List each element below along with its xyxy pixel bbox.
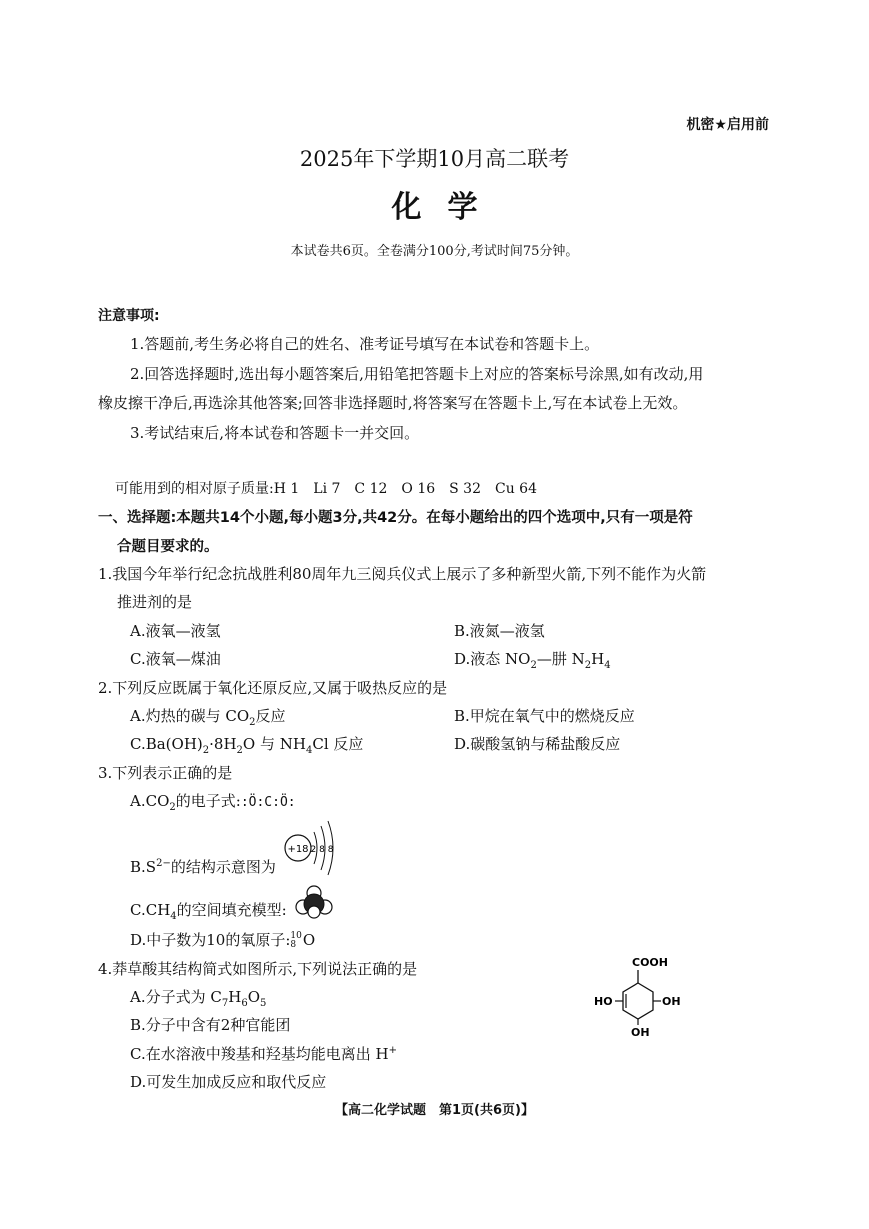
hydroxyl-bottom: OH xyxy=(631,1026,650,1039)
q1-stem-line-1: 1.我国今年举行纪念抗战胜利80周年九三阅兵仪式上展示了多种新型火箭,下列不能作为火箭 xyxy=(98,565,707,583)
q1-option-c: C.液氧—煤油 xyxy=(130,650,221,668)
q3-option-b: $B.S^{2-}$的结构示意图为 xyxy=(130,858,276,876)
q2-stem: 2.下列反应既属于氧化还原反应,又属于吸热反应的是 xyxy=(98,679,448,697)
note-item-2-line-2: 橡皮擦干净后,再选涂其他答案;回答非选择题时,将答案写在答题卡上,写在本试卷上无效。 xyxy=(98,394,688,412)
q3-option-a: $A.CO_2$的电子式::Ö:C:Ö: xyxy=(130,792,296,813)
atomic-number: 8 xyxy=(290,940,297,950)
sulfide-ion-structure-diagram xyxy=(280,818,340,878)
electron-shells: 2 8 8 xyxy=(310,845,334,855)
q3-stem: 3.下列表示正确的是 xyxy=(98,764,233,782)
exam-info: 本试卷共6页。全卷满分100分,考试时间75分钟。 xyxy=(290,244,579,259)
note-item-2-line-1: 2.回答选择题时,选出每小题答案后,用铅笔把答题卡上对应的答案标号涂黑,如有改动,用 xyxy=(130,365,704,383)
q4-option-b: B.分子中含有2种官能团 xyxy=(130,1016,291,1034)
q4-option-a: A.分子式为 $C_7H_6O_5$ xyxy=(130,988,267,1009)
q1-option-b: B.液氮—液氢 xyxy=(454,622,545,640)
section-1-heading-line-1: 一、选择题:本题共14个小题,每小题3分,共42分。在每小题给出的四个选项中,只有一项是符 xyxy=(98,510,693,526)
subject-title: 化学 xyxy=(391,190,504,225)
shikimic-acid-structure xyxy=(590,950,700,1040)
q3-option-c: $C.CH_4$的空间填充模型: xyxy=(130,901,287,922)
methane-space-filling-model xyxy=(295,885,333,919)
hydroxyl-right: OH xyxy=(662,995,681,1008)
hydroxyl-left: HO xyxy=(594,995,613,1008)
note-item-1: 1.答题前,考生务必将自己的姓名、准考证号填写在本试卷和答题卡上。 xyxy=(130,335,600,353)
q1-stem-line-2: 推进剂的是 xyxy=(117,593,193,611)
exam-title: 2025年下学期10月高二联考 xyxy=(299,147,570,171)
confidential-label: 机密★启用前 xyxy=(686,117,769,133)
note-item-3: 3.考试结束后,将本试卷和答题卡一并交回。 xyxy=(130,424,420,442)
q4-option-c: C.在水溶液中羧基和羟基均能电离出 H+ xyxy=(130,1045,397,1063)
page-footer: 【高二化学试题 第1页(共6页)】 xyxy=(335,1103,534,1118)
nucleus-charge: +18 xyxy=(287,844,309,855)
q2-option-a: A.灼热的碳与 $CO_2$反应 xyxy=(130,707,286,728)
mass-number: 10 xyxy=(290,931,302,941)
q2-option-c: $C.Ba(OH)_2\cdot 8H_2O$ 与 $NH_4Cl$ 反应 xyxy=(130,735,364,756)
q2-option-b: B.甲烷在氧气中的燃烧反应 xyxy=(454,707,635,725)
co2-electron-formula: :Ö:C:Ö: xyxy=(240,795,296,810)
q1-option-d: D.液态 $NO_2—$肼 $N_2H_4$ xyxy=(454,650,611,671)
q4-stem: 4.莽草酸其结构简式如图所示,下列说法正确的是 xyxy=(98,960,418,978)
notes-heading: 注意事项: xyxy=(98,308,160,324)
q1-option-a: A.液氧—液氢 xyxy=(130,622,221,640)
atomic-masses: 可能用到的相对原子质量:H 1 Li 7 C 12 O 16 S 32 Cu 64 xyxy=(115,481,537,497)
section-1-heading-line-2: 合题目要求的。 xyxy=(117,539,219,555)
q4-option-d: D.可发生加成反应和取代反应 xyxy=(130,1073,327,1091)
q3-option-d: D.中子数为10的氧原子: 10 8 O xyxy=(130,931,316,950)
cooh-group: COOH xyxy=(632,956,668,969)
q2-option-d: D.碳酸氢钠与稀盐酸反应 xyxy=(454,735,621,753)
